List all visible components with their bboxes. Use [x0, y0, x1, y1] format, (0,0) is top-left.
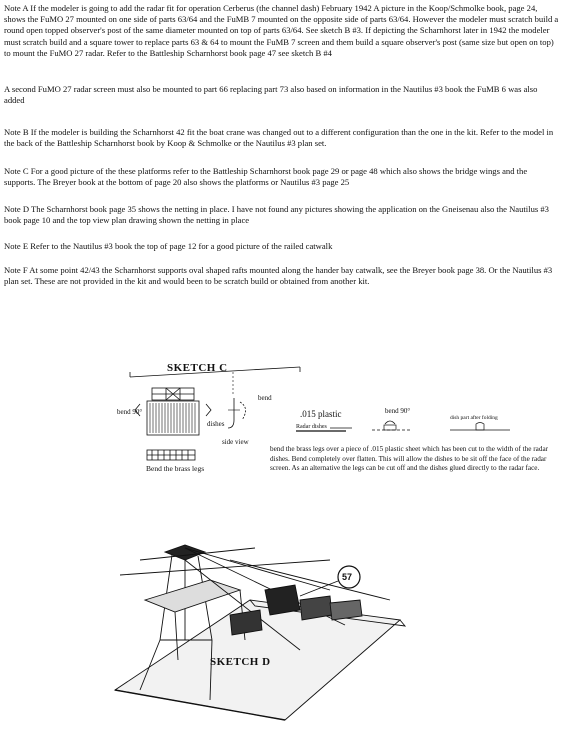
label-dish-part-after-folding: dish part after folding [450, 415, 498, 421]
label-bend-90-right: bend 90° [385, 407, 411, 415]
sketch-c-caption: bend the brass legs over a piece of .015 plastic sheet which has been cut to the width of the radar dishes. Bend completely over flatten. This will allow the dishes to be sit off the face of the radar screen. As an alternative the legs can be cut off and the dishes glued directly to the radar face. [270, 445, 549, 473]
note-a-continued-text: A second FuMO 27 radar screen must also be mounted to part 66 replacing part 73 also based on information in the Nautilus #3 book the FuMB 6 was also added [4, 84, 538, 106]
label-plastic: .015 plastic [300, 409, 342, 419]
note-b-text: Note B If the modeler is building the Scharnhorst 42 fit the boat crane was changed out to a different configuration than the one in the kit. Refer to the model in the back of the Battleship Scharnhorst book by Koop & Schmolke or the Nautilus #3 plan set. [4, 127, 554, 149]
label-bend-top: bend [258, 394, 272, 402]
label-dishes: dishes [207, 420, 225, 428]
note-a-text: Note A If the modeler is going to add the radar fit for operation Cerberus (the channel dash) February 1942 A picture in the Koop/Schmolke book, page 24, shows the FuMO 27 mounted on one side of parts 63/64 and the FuMB 7 mounted on the opposite side of parts 63/64. However the modeler must scratch build a round open topped observer's post of the same diameter mounted on top of parts 63/64. See sketch B #3. If depicting the Scharnhorst later in 1942 the modeler must scratch build and a square tower to replace parts 63 & 64 to mount the FuMB 7 screen and them build a square observer's post (same size but open on top) to mount the FuMO 27 radar. Refer to the Battleship Scharnhorst book page 47 see sketch B #4 [4, 3, 559, 58]
note-d-text: Note D The Scharnhorst book page 35 shows the netting in place. I have not found any pictures showing the application on the Gneisenau also the Nautilus #3 book page 10 and the top view plan drawing shown the netting in place [4, 204, 549, 226]
sketch-d-title: SKETCH D [210, 656, 271, 668]
note-e-text: Note E Refer to the Nautilus #3 book the top of page 12 for a good picture of the railed catwalk [4, 241, 333, 251]
callout-number: 57 [342, 572, 353, 582]
label-side-view: side view [222, 438, 249, 446]
label-bend-90-left: bend 90° [117, 408, 143, 416]
label-radar-dishes: Radar dishes [296, 424, 327, 430]
note-f-text: Note F At some point 42/43 the Scharnhorst supports oval shaped rafts mounted along the hander bay catwalk, see the Breyer book page 38. Or the Nautilus #3 plan set. These are not provided in the kit and would been to be scratch build or obtained from another kit. [4, 265, 553, 287]
label-bend-brass-legs: Bend the brass legs [146, 464, 205, 473]
sketch-c-title: SKETCH C [167, 362, 228, 374]
note-c-text: Note C For a good picture of the these platforms refer to the Battleship Scharnhorst book page 29 or page 48 which also shows the bridge wings and the supports. The Breyer book at the bottom of page 20 also shows the platforms or Nautilus #3 page 25 [4, 166, 528, 188]
